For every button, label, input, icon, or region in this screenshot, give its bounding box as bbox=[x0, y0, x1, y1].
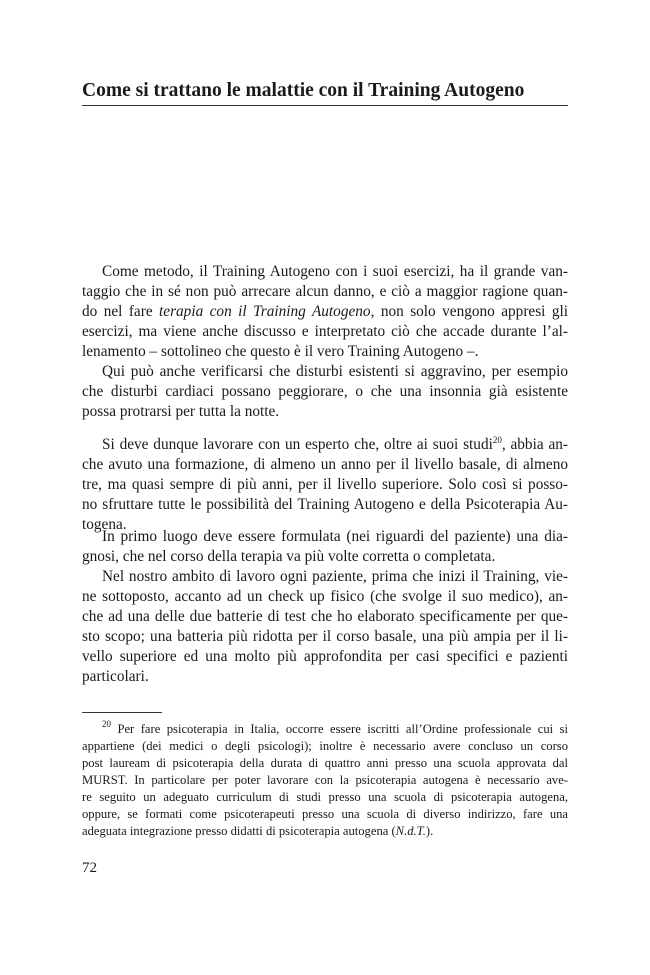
footnote-line: post lauream di psicoterapia della durata di quattro anni presso una scuola approvata dal bbox=[82, 756, 568, 770]
text-line: particolari. bbox=[82, 668, 149, 685]
text-line: vello superiore ed una molto più approfondita per casi specifici e pazienti bbox=[82, 648, 568, 665]
text-segment: do nel fare bbox=[82, 303, 160, 320]
text-line bbox=[82, 435, 568, 455]
footnote-line: re seguito un adeguato curriculum di studi presso una scuola di psicoterapia autogena, bbox=[82, 790, 568, 804]
text-segment: Si deve dunque lavorare con un esperto che, oltre ai suoi studi bbox=[102, 436, 493, 453]
text-line: no sfruttare tutte le possibilità del Training Autogeno e della Psicoterapia Au- bbox=[82, 496, 568, 513]
text-line: che disturbi cardiaci possano peggiorare, o che una insonnia già esistente bbox=[82, 383, 568, 400]
paragraph-3 bbox=[82, 435, 568, 535]
text-line: che avuto una formazione, di almeno un anno per il livello basale, di almeno bbox=[82, 456, 568, 473]
paragraph-1 bbox=[82, 262, 568, 422]
text-segment: adeguata integrazione presso didatti di psicoterapia autogena ( bbox=[82, 824, 396, 838]
italic-abbrev: N.d.T. bbox=[395, 824, 426, 838]
text-line: ne sottoposto, accanto ad un check up fisico (che svolge il suo medico), an- bbox=[82, 588, 568, 605]
chapter-title: Come si trattano le malattie con il Training Autogeno bbox=[82, 80, 525, 101]
footnote-line bbox=[82, 823, 568, 840]
footnote-line: appartiene (dei medici o degli psicologi); inoltre è necessario avere concluso un corso bbox=[82, 739, 568, 753]
text-line bbox=[82, 302, 568, 322]
text-segment: ). bbox=[425, 824, 434, 838]
page-number: 72 bbox=[82, 860, 97, 876]
paragraph-4 bbox=[82, 527, 568, 687]
title-rule bbox=[82, 105, 568, 106]
text-line: Nel nostro ambito di lavoro ogni paziente, prima che inizi il Training, vie- bbox=[102, 568, 568, 585]
text-segment: , non solo vengono appresi gli bbox=[370, 303, 568, 320]
text-line: In primo luogo deve essere formulata (nei riguardi del paziente) una dia- bbox=[102, 528, 568, 545]
footnote-number: 20 bbox=[102, 719, 111, 729]
text-line: gnosi, che nel corso della terapia va più volte corretta o completata. bbox=[82, 548, 496, 565]
footnote-rule bbox=[82, 712, 162, 713]
footnote-line: MURST. In particolare per poter lavorare con la psicoterapia autogena è necessario ave- bbox=[82, 773, 568, 787]
italic-phrase: terapia con il Training Autogeno bbox=[159, 303, 371, 320]
text-line: che ad una delle due batterie di test che ho elaborato specificamente per que- bbox=[82, 608, 568, 625]
text-segment: Per fare psicoterapia in Italia, occorre essere iscritti all’Ordine professionale cui si bbox=[111, 722, 568, 736]
text-line: Come metodo, il Training Autogeno con i suoi esercizi, ha il grande van- bbox=[102, 263, 568, 280]
text-line: tre, ma quasi sempre di più anni, per il livello superiore. Solo così si posso- bbox=[82, 476, 568, 493]
text-segment: , abbia an- bbox=[501, 436, 568, 453]
text-line: esercizi, ma viene anche discusso e interpretato ciò che accade durante l’al- bbox=[82, 323, 568, 340]
text-line: Qui può anche verificarsi che disturbi esistenti si aggravino, per esempio bbox=[102, 363, 568, 380]
footnote-ref[interactable]: 20 bbox=[492, 435, 502, 445]
footnote-line: oppure, se formati come psicoterapeuti presso una scuola di diverso indirizzo, fare una bbox=[82, 807, 568, 821]
text-line: possa protrarsi per tutta la notte. bbox=[82, 403, 280, 420]
footnote-line bbox=[82, 721, 568, 738]
text-line: lenamento – sottolineo che questo è il vero Training Autogeno –. bbox=[82, 343, 479, 360]
footnote bbox=[82, 721, 568, 840]
text-line: togena. bbox=[82, 516, 127, 533]
text-line: sto scopo; una batteria più ridotta per il corso basale, una più ampia per il li- bbox=[82, 628, 568, 645]
text-line: taggio che in sé non può arrecare alcun danno, e ciò a maggior ragione quan- bbox=[82, 283, 568, 300]
